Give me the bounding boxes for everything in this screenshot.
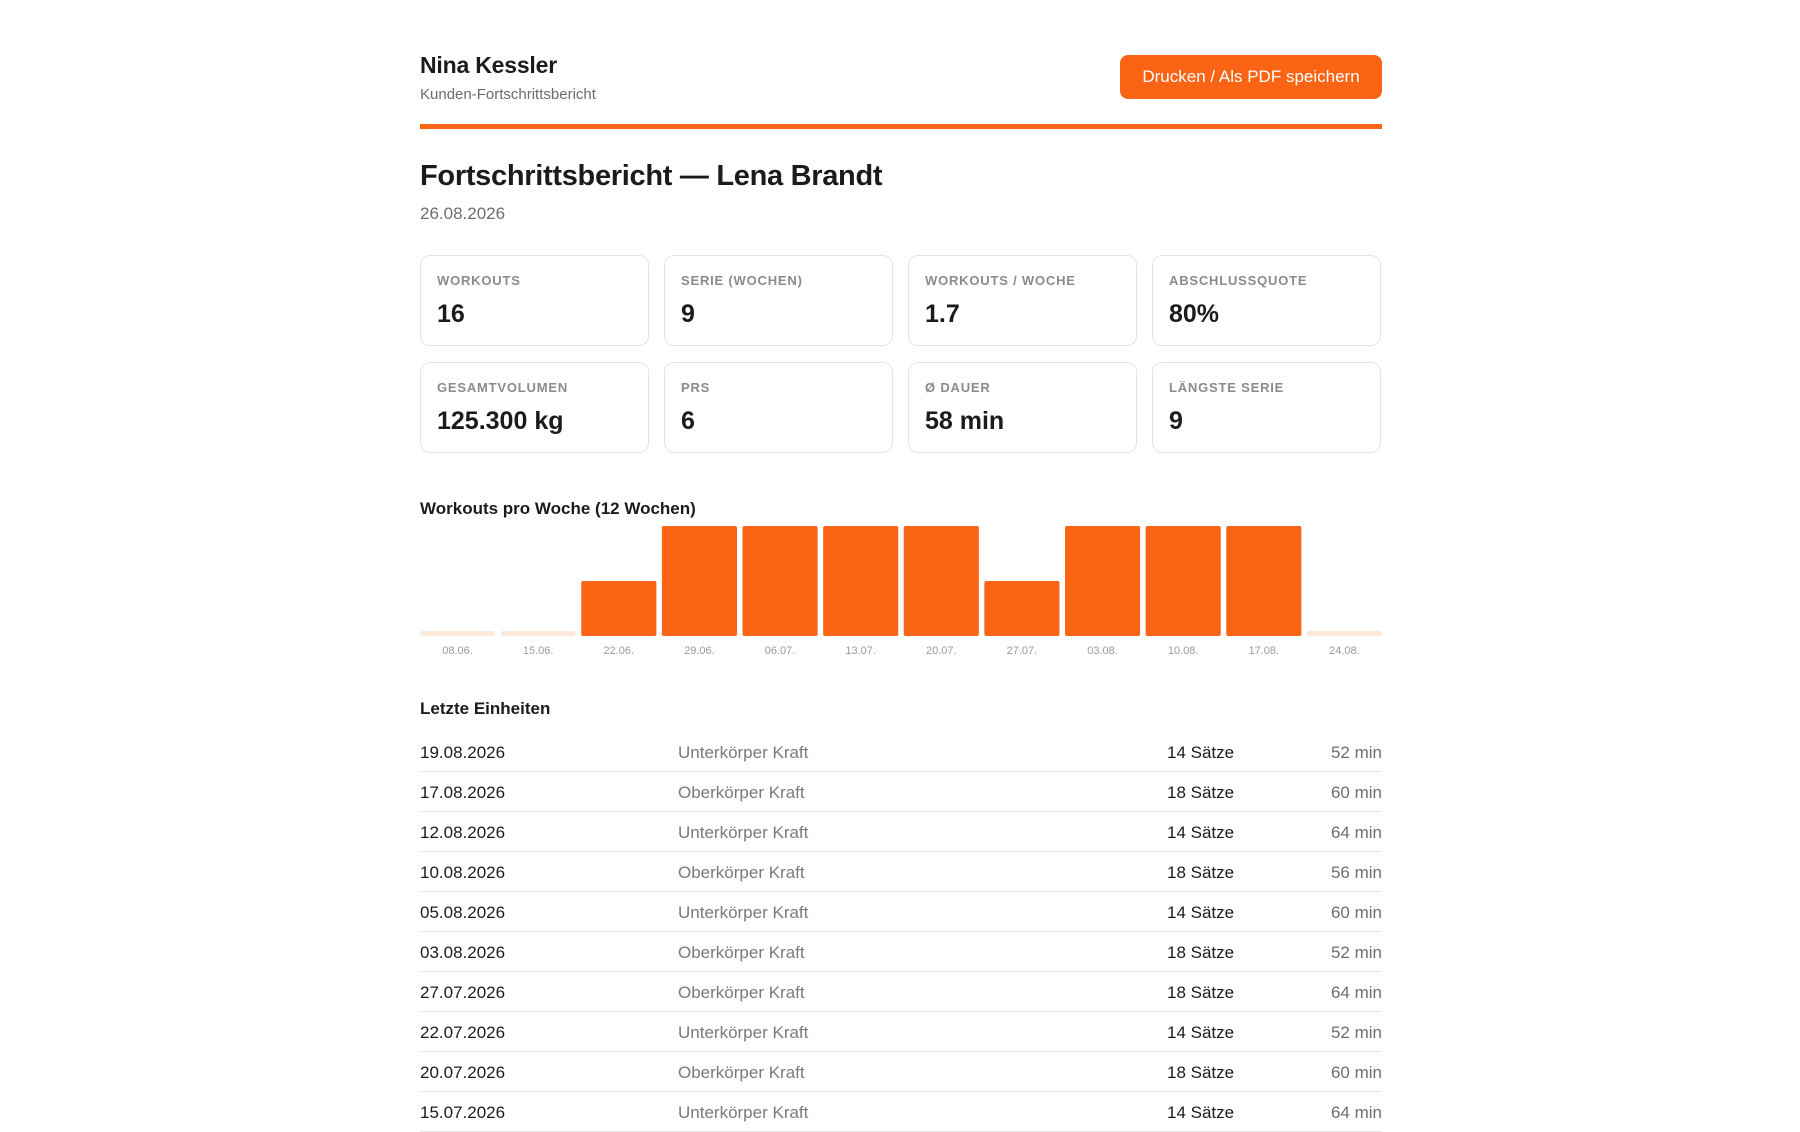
session-row: [420, 1012, 1382, 1052]
session-row: [420, 932, 1382, 972]
session-row: [420, 1092, 1382, 1132]
x-tick-label: 13.07.: [845, 645, 876, 657]
session-duration: 52 min: [1330, 743, 1382, 762]
session-duration: 64 min: [1330, 983, 1382, 1002]
session-date: 03.08.2026: [420, 943, 506, 962]
bar-08.06: [420, 631, 495, 636]
session-type: Oberkörper Kraft: [678, 863, 805, 882]
session-date: 05.08.2026: [420, 903, 506, 922]
x-tick-label: 29.06.: [684, 645, 715, 657]
sessions-title: Letzte Einheiten: [420, 699, 551, 718]
stat-value: 125.300 kg: [437, 407, 564, 435]
session-date: 20.07.2026: [420, 1063, 506, 1082]
session-row: [420, 1052, 1382, 1092]
session-sets: 18 Sätze: [1167, 1063, 1235, 1082]
sessions-table: [420, 732, 1382, 1132]
bar-24.08: [1307, 631, 1382, 636]
session-date: 19.08.2026: [420, 743, 506, 762]
stat-value: 58 min: [925, 407, 1005, 435]
session-type: Oberkörper Kraft: [678, 783, 805, 802]
session-date: 15.07.2026: [420, 1103, 506, 1122]
session-sets: 18 Sätze: [1167, 783, 1235, 802]
print-pdf-button[interactable]: Drucken / Als PDF speichern: [1120, 55, 1382, 99]
session-row: [420, 732, 1382, 772]
x-tick-label: 17.08.: [1248, 645, 1280, 657]
stat-value: 80%: [1169, 300, 1220, 328]
session-row: [420, 852, 1382, 892]
session-type: Unterkörper Kraft: [678, 823, 809, 842]
session-duration: 60 min: [1330, 1063, 1382, 1082]
session-duration: 64 min: [1330, 1103, 1382, 1122]
x-tick-label: 22.06.: [603, 645, 635, 657]
stat-card-completion-rate: [1152, 255, 1381, 346]
x-tick-label: 06.07.: [764, 645, 796, 657]
stat-label: LÄNGSTE SERIE: [1169, 380, 1285, 395]
stat-card-avg-duration: [908, 362, 1137, 453]
bar-29.06: [662, 526, 737, 636]
stat-value: 9: [681, 300, 695, 328]
report-title: Fortschrittsbericht — Lena Brandt: [420, 160, 883, 192]
stat-card-longest-streak: [1152, 362, 1381, 453]
stats-grid: [420, 255, 1382, 453]
bar-13.07: [823, 526, 898, 636]
session-sets: 14 Sätze: [1167, 903, 1235, 922]
x-tick-label: 03.08.: [1087, 645, 1118, 657]
session-date: 17.08.2026: [420, 783, 506, 802]
x-tick-label: 20.07.: [926, 645, 957, 657]
session-type: Unterkörper Kraft: [678, 903, 809, 922]
session-duration: 64 min: [1330, 823, 1382, 842]
bar-27.07: [984, 581, 1059, 636]
session-date: 10.08.2026: [420, 863, 506, 882]
bar-03.08: [1065, 526, 1140, 636]
session-sets: 14 Sätze: [1167, 743, 1235, 762]
session-duration: 60 min: [1330, 783, 1382, 802]
session-row: [420, 972, 1382, 1012]
stat-card-workouts-per-week: [908, 255, 1137, 346]
session-date: 22.07.2026: [420, 1023, 506, 1042]
stat-label: ABSCHLUSSQUOTE: [1169, 273, 1308, 288]
stat-value: 1.7: [925, 300, 960, 328]
stat-value: 9: [1169, 407, 1183, 435]
session-sets: 14 Sätze: [1167, 1023, 1235, 1042]
session-type: Oberkörper Kraft: [678, 983, 805, 1002]
session-duration: 56 min: [1330, 863, 1382, 882]
report-header: [420, 0, 1382, 127]
x-tick-label: 10.08.: [1167, 645, 1199, 657]
session-type: Oberkörper Kraft: [678, 943, 805, 962]
bar-15.06: [501, 631, 576, 636]
session-type: Unterkörper Kraft: [678, 1023, 809, 1042]
session-row: [420, 812, 1382, 852]
session-sets: 14 Sätze: [1167, 823, 1235, 842]
x-tick-label: 27.07.: [1006, 645, 1038, 657]
weekly-workouts-chart: [420, 520, 1382, 660]
stat-label: WORKOUTS / WOCHE: [925, 273, 1076, 288]
session-type: Oberkörper Kraft: [678, 1063, 805, 1082]
session-type: Unterkörper Kraft: [678, 1103, 809, 1122]
stat-label: PRS: [681, 380, 711, 395]
x-tick-label: 15.06.: [522, 645, 554, 657]
stat-card-streak-weeks: [664, 255, 893, 346]
report-subtitle: Kunden-Fortschrittsbericht: [420, 86, 596, 103]
session-date: 12.08.2026: [420, 823, 506, 842]
x-tick-label: 24.08.: [1329, 645, 1360, 657]
stat-label: WORKOUTS: [437, 273, 521, 288]
session-sets: 18 Sätze: [1167, 983, 1235, 1002]
session-row: [420, 892, 1382, 932]
x-tick-label: 08.06.: [442, 645, 473, 657]
report-date: 26.08.2026: [420, 204, 506, 223]
session-sets: 18 Sätze: [1167, 943, 1235, 962]
bar-10.08: [1146, 526, 1221, 636]
accent-divider: [420, 124, 1382, 129]
session-duration: 52 min: [1330, 943, 1382, 962]
stat-label: Ø DAUER: [925, 380, 991, 395]
session-row: [420, 772, 1382, 812]
session-duration: 52 min: [1330, 1023, 1382, 1042]
stat-label: GESAMTVOLUMEN: [437, 380, 569, 395]
coach-name: Nina Kessler: [420, 52, 557, 78]
session-sets: 18 Sätze: [1167, 863, 1235, 882]
bar-22.06: [581, 581, 656, 636]
stat-label: SERIE (WOCHEN): [681, 273, 803, 288]
stat-card-workouts: [420, 255, 649, 346]
bar-20.07: [904, 526, 979, 636]
chart-title: Workouts pro Woche (12 Wochen): [420, 499, 696, 518]
stat-card-total-volume: [420, 362, 649, 453]
session-date: 27.07.2026: [420, 983, 506, 1002]
stat-card-prs: [664, 362, 893, 453]
stat-value: 16: [437, 300, 465, 328]
session-sets: 14 Sätze: [1167, 1103, 1235, 1122]
stat-value: 6: [681, 407, 695, 435]
session-duration: 60 min: [1330, 903, 1382, 922]
bar-17.08: [1226, 526, 1301, 636]
session-type: Unterkörper Kraft: [678, 743, 809, 762]
report-page: [420, 0, 1382, 1122]
bar-06.07: [743, 526, 818, 636]
